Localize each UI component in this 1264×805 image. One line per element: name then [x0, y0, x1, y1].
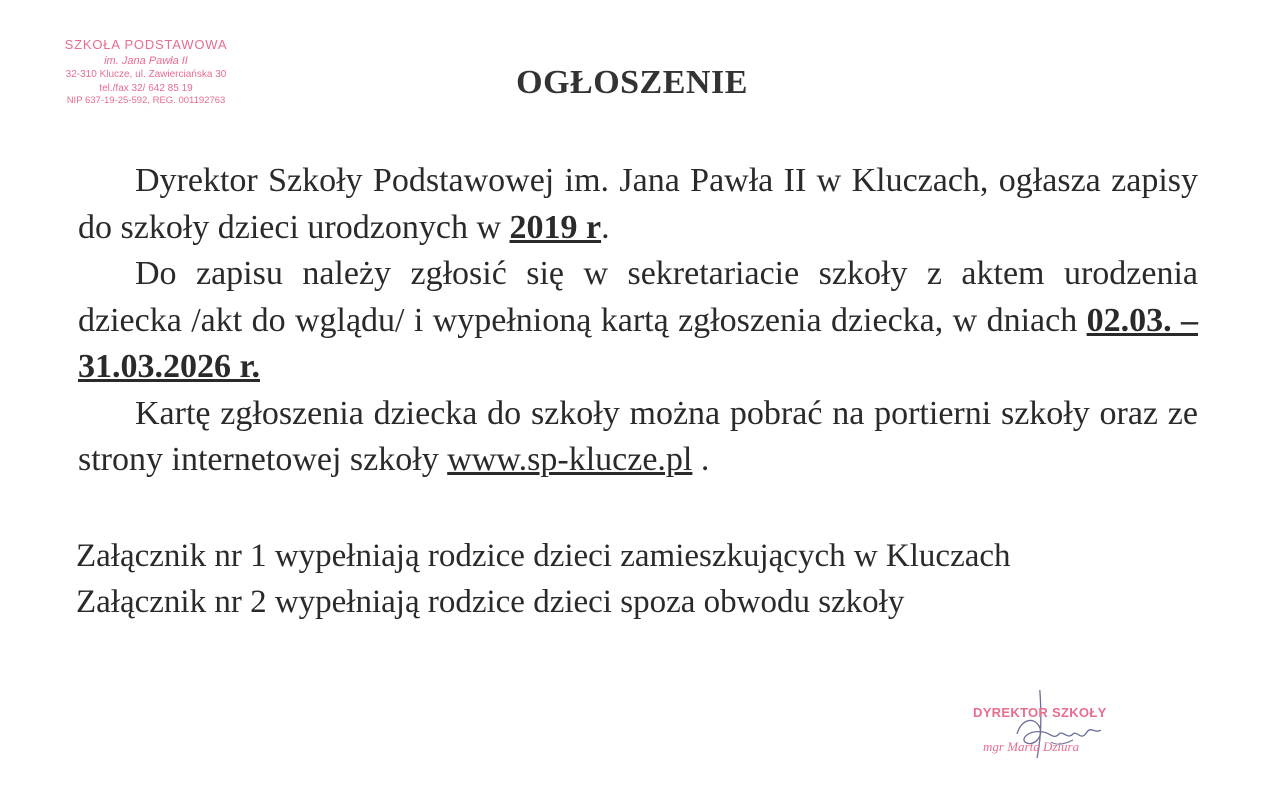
- paragraph-enrollment: [78, 158, 1198, 251]
- attachment-1: Załącznik nr 1 wypełniają rodzice dzieci zamieszkujących w Kluczach: [76, 538, 1011, 574]
- page-title: OGŁOSZENIE: [516, 64, 748, 101]
- paragraph-registration-text: Do zapisu należy zgłosić się w sekretariacie szkoły z aktem urodzenia dziecka /akt do wglądu/ i wypełnioną kartą zgłoszenia dziecka, w dniach: [78, 255, 1198, 339]
- signature-block: [955, 690, 1145, 770]
- registration-dates: 02.03. – 31.03.2026 r.: [78, 301, 1198, 385]
- paragraph-form: [78, 391, 1198, 484]
- paragraph-enrollment-text: Dyrektor Szkoły Podstawowej im. Jana Pawła II w Kluczach, ogłasza zapisy do szkoły dzieci urodzonych w: [78, 162, 1198, 246]
- announcement-body: [78, 158, 1198, 484]
- attachment-2: Załącznik nr 2 wypełniają rodzice dzieci spoza obwodu szkoły: [76, 584, 905, 620]
- signature-title: DYREKTOR SZKOŁY: [973, 705, 1107, 720]
- stamp-phone: tel./fax 32/ 642 85 19: [99, 82, 193, 94]
- handwritten-signature: [955, 690, 1145, 770]
- birth-year: 2019 r: [509, 208, 602, 246]
- paragraph-form-end: .: [692, 441, 710, 478]
- paragraph-registration: [78, 251, 1198, 391]
- signature-name: mgr Marta Dziura: [983, 739, 1080, 754]
- stamp-school-name: SZKOŁA PODSTAWOWA: [64, 37, 228, 52]
- stamp-patron: im. Jana Pawła II: [104, 54, 188, 67]
- attachments-list: [76, 533, 1011, 625]
- school-website-link[interactable]: www.sp-klucze.pl: [447, 441, 693, 478]
- stamp-address: 32-310 Klucze, ul. Zawierciańska 30: [65, 69, 227, 81]
- stamp-registration: NIP 637-19-25-592, REG. 001192763: [66, 95, 226, 107]
- paragraph-form-text: Kartę zgłoszenia dziecka do szkoły można pobrać na portierni szkoły oraz ze strony internetowej szkoły: [78, 394, 1198, 478]
- paragraph-enrollment-end: .: [601, 208, 610, 246]
